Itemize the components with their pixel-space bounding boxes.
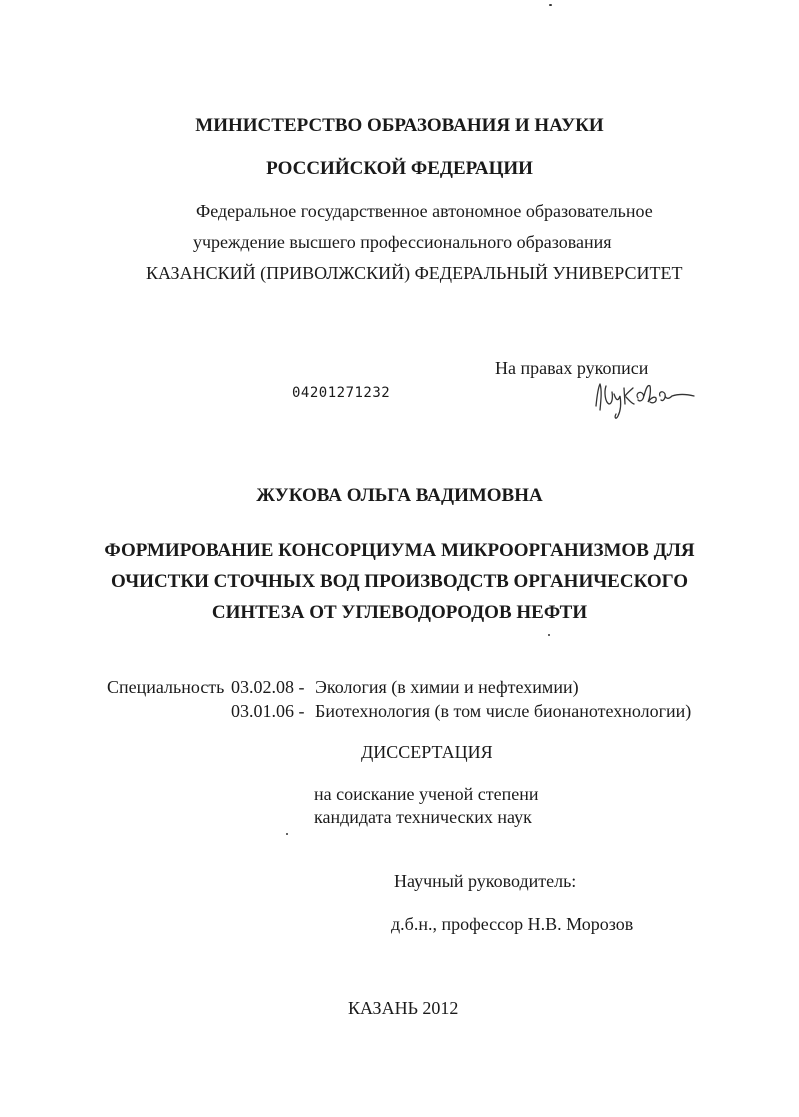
specialty-label: Специальность — [107, 677, 225, 697]
ministry-line-1: МИНИСТЕРСТВО ОБРАЗОВАНИЯ И НАУКИ — [195, 115, 604, 136]
scan-speck — [549, 4, 552, 6]
scan-speck — [286, 833, 288, 835]
specialty-code-2: 03.01.06 - — [231, 701, 305, 721]
author-signature-icon — [588, 376, 700, 422]
specialty-code-1: 03.02.08 - — [231, 677, 305, 697]
author-name: ЖУКОВА ОЛЬГА ВАДИМОВНА — [256, 485, 543, 506]
catalog-number: 04201271232 — [292, 385, 391, 401]
ministry-line-2: РОССИЙСКОЙ ФЕДЕРАЦИИ — [266, 158, 533, 179]
place-year: КАЗАНЬ 2012 — [348, 998, 459, 1018]
institution-line-1: Федеральное государственное автономное образовательное — [196, 201, 653, 221]
title-line-1: ФОРМИРОВАНИЕ КОНСОРЦИУМА МИКРООРГАНИЗМОВ ДЛЯ — [104, 540, 695, 561]
specialty-name-1: Экология (в химии и нефтехимии) — [315, 677, 579, 697]
institution-line-2: учреждение высшего профессионального образования — [193, 232, 612, 252]
specialty-name-2: Биотехнология (в том числе бионанотехнологии) — [315, 701, 692, 721]
title-line-3: СИНТЕЗА ОТ УГЛЕВОДОРОДОВ НЕФТИ — [211, 602, 588, 623]
university-name: КАЗАНСКИЙ (ПРИВОЛЖСКИЙ) ФЕДЕРАЛЬНЫЙ УНИВЕРСИТЕТ — [146, 263, 683, 283]
work-type: ДИССЕРТАЦИЯ — [361, 742, 493, 762]
degree-line-1: на соискание ученой степени — [314, 784, 539, 804]
title-line-2: ОЧИСТКИ СТОЧНЫХ ВОД ПРОИЗВОДСТВ ОРГАНИЧЕСКОГО — [110, 571, 689, 592]
degree-line-2: кандидата технических наук — [314, 807, 532, 827]
manuscript-rights-note: На правах рукописи — [495, 358, 649, 378]
supervisor-label: Научный руководитель: — [394, 871, 577, 891]
scan-speck — [548, 634, 550, 636]
supervisor-name: д.б.н., профессор Н.В. Морозов — [391, 914, 634, 934]
